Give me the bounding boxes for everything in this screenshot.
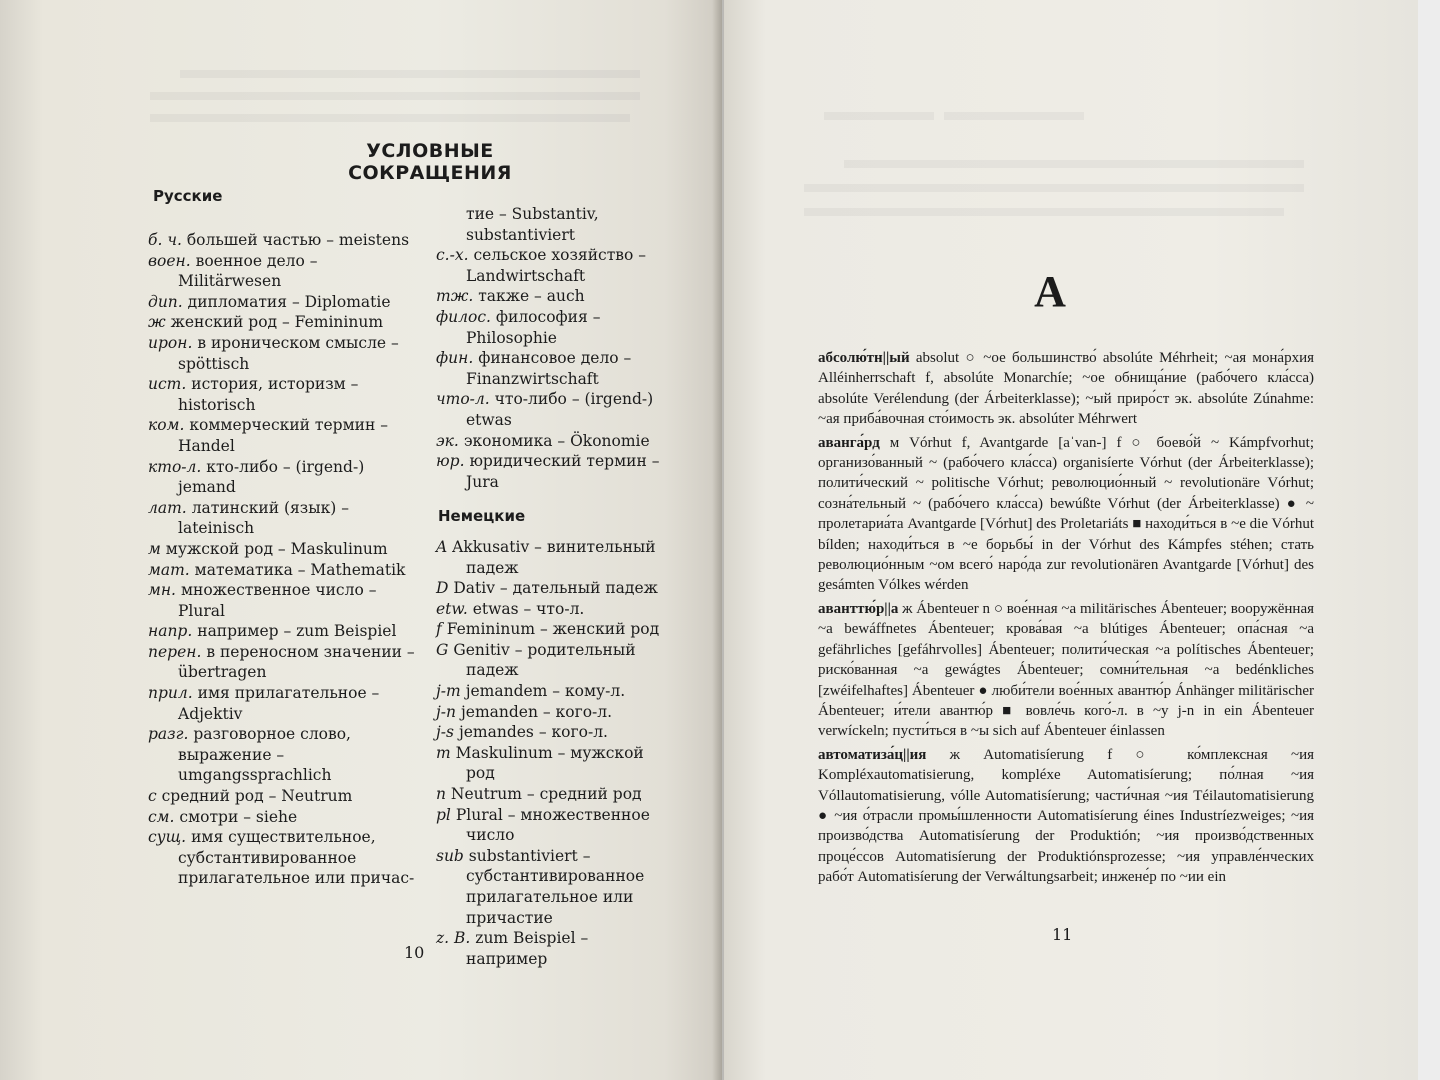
abbreviation-entry [148, 539, 416, 560]
abbreviation-meaning: Plural – множественное число [455, 805, 650, 845]
abbreviation-meaning: в ироническом смысле – spöttisch [178, 333, 399, 373]
abbreviation: etw. [436, 599, 468, 618]
abbreviation: ж [148, 313, 166, 332]
abbreviation: сущ. [148, 828, 187, 847]
headword: абсолю́тн||ый [818, 350, 910, 366]
abbreviation: sub [436, 846, 464, 865]
abbreviation-meaning: множественное число – Plural [178, 581, 377, 620]
abbreviation-meaning: например – zum Beispiel [197, 622, 397, 641]
abbreviation-entry [148, 560, 416, 581]
abbreviation: тж. [436, 287, 474, 306]
abbreviation-entry [436, 743, 672, 784]
abbreviation: pl [436, 805, 451, 824]
bleed-through [944, 112, 1084, 120]
abbreviation-meaning: jemandem – кому-л. [465, 682, 626, 701]
abbreviation-meaning: коммерческий термин – Handel [178, 416, 388, 455]
abbreviation: м [148, 539, 161, 558]
title-line-2: СОКРАЩЕНИЯ [348, 162, 512, 184]
abbreviation-entry [436, 928, 672, 969]
abbreviation-entry [436, 286, 672, 307]
abbreviation: с.-х. [436, 246, 469, 265]
abbreviation-meaning: юридический термин – Jura [466, 452, 660, 491]
abbreviation-entry [436, 537, 672, 578]
german-abbreviations [436, 537, 672, 969]
dictionary-entry [818, 745, 1314, 888]
abbreviation: A [436, 537, 448, 556]
bleed-through [150, 114, 630, 122]
abbreviation-meaning: Neutrum – средний род [450, 785, 642, 804]
abbreviation: воен. [148, 251, 191, 270]
abbreviation-meaning: кто-либо – (irgend-) jemand [178, 457, 365, 497]
abbreviation-meaning: Maskulinum – мужской род [455, 743, 644, 783]
abbreviation-meaning: математика – Mathematik [194, 560, 406, 579]
abbreviation: j-m [436, 682, 461, 701]
abbreviation: G [436, 640, 449, 659]
abbreviation-meaning: jemanden – кого-л. [460, 702, 613, 721]
abbreviation-meaning: средний род – Neutrum [161, 787, 353, 806]
abbreviation-entry [148, 251, 416, 292]
abbreviation-entry [148, 230, 416, 251]
abbreviation: мат. [148, 560, 190, 579]
abbreviation: напр. [148, 622, 193, 641]
abbreviation: D [436, 579, 449, 598]
abbreviation-meaning: мужской род – Maskulinum [165, 539, 388, 558]
headword: автоматиза́ц||ия [818, 746, 927, 763]
german-heading: Немецкие [438, 507, 526, 526]
dictionary-entries [818, 348, 1314, 891]
entry-body: ж Automatisíerung f ○ ко́мплексная ~ия Kompléxautomatisierung, kompléxe Automatisíerung; по́лная ~ия Vóllautomatisierung, vólle Automatisíerung; части́чная ~ия Téilautomatisierung ● ~ия о́трасли промы́шленности Automatisíerung éines Industríezweiges; ~ия произво́дства Automatisíerung der Produktión; ~ия произво́дственных проце́ссов Automatisíerung der Produktiónsprozesse; ~ия управле́нческих рабо́т Automatisíerung der Verwáltungsarbeit; инжене́р по ~ии ein [818, 746, 1314, 886]
bleed-through [824, 112, 934, 120]
abbreviation-entry [436, 640, 672, 681]
abbreviation: эк. [436, 431, 459, 450]
abbreviation-meaning: имя прилагательное – Adjektiv [178, 684, 380, 723]
abbreviation-entry [436, 578, 672, 599]
abbreviation-meaning: jemandes – кого-л. [458, 723, 608, 742]
abbreviation: n [436, 785, 446, 804]
title-line-1: УСЛОВНЫЕ [366, 140, 494, 162]
abbreviation: мн. [148, 581, 176, 600]
abbreviation-entry [436, 245, 672, 286]
bleed-through [804, 184, 1304, 192]
abbreviation-entry [436, 389, 672, 430]
abbreviation-meaning: имя существительное, субстантивированное прилагательное или причас- [178, 828, 415, 888]
abbreviation-meaning: substantiviert – субстантивированное прилагательное или причастие [466, 846, 645, 927]
abbreviation-entry [148, 642, 416, 683]
abbreviation-meaning: также – auch [478, 287, 585, 306]
abbreviation-entry [436, 619, 672, 640]
abbreviation: с [148, 787, 157, 806]
abbreviation-entry [148, 333, 416, 374]
section-letter: A [1034, 267, 1066, 316]
abbreviation: дип. [148, 292, 183, 311]
abbreviation: ист. [148, 375, 187, 394]
abbreviation: m [436, 743, 451, 762]
page-title [260, 140, 600, 184]
entry-body: absolut ○ ~ое большинство́ absolúte Méhrheit; ~ая мона́рхия Alléinherrschaft f, absolúte Monarchíe; ~ое обнища́ние (рабо́чего кла́сса) absolúte Verélendung (der Árbeiterklasse); ~ый приро́ст эк. absolúte Zúnahme: ~ая приба́вочная сто́имость эк. absolúter Méhrwert [818, 350, 1315, 428]
abbreviation-meaning: большей частью – meistens [186, 231, 410, 249]
abbreviation-meaning: сельское хозяйство – Landwirtschaft [466, 246, 647, 285]
abbreviation-meaning: военное дело – Militärwesen [178, 251, 318, 291]
abbreviation-entry [436, 451, 672, 492]
abbreviation-meaning: философия – Philosophie [466, 307, 601, 347]
abbreviation: филос. [436, 307, 491, 326]
abbreviation-meaning: в переносном значении – übertragen [178, 642, 415, 682]
abbreviation-meaning: что-либо – (irgend-) etwas [466, 390, 654, 429]
abbreviation: юр. [436, 452, 465, 471]
dictionary-entry [818, 599, 1314, 742]
abbreviation-entry [436, 722, 672, 743]
abbreviation-entry [148, 415, 416, 456]
abbreviation-meaning: Akkusativ – винительный падеж [452, 537, 656, 577]
abbreviation-entry [436, 599, 672, 620]
abbreviation-meaning: смотри – siehe [179, 807, 298, 826]
bleed-through [180, 70, 640, 78]
abbreviation-entry [148, 374, 416, 415]
abbreviation: ком. [148, 416, 185, 435]
abbreviation: что-л. [436, 390, 490, 409]
abbreviation-meaning: латинский (язык) – lateinisch [178, 498, 349, 538]
abbreviation-entry [148, 807, 416, 828]
bleed-through [844, 160, 1304, 168]
abbreviation-entry [436, 307, 672, 348]
abbreviation-meaning: дипломатия – Diplomatie [187, 292, 391, 311]
abbreviation: кто-л. [148, 457, 202, 476]
abbreviation-entry [148, 724, 416, 786]
abbreviation-meaning: zum Beispiel – например [466, 929, 589, 968]
abbreviation: перен. [148, 642, 202, 661]
headword: аванга́рд [818, 434, 880, 451]
abbreviation: см. [148, 807, 175, 826]
entry-body: м Vórhut f, Avantgarde [aˈvan-] f ○ боево́й ~ Kámpfvorhut; организо́ванный ~ (рабо́чего кла́сса) organisíerte Vórhut (der Árbeiterklasse); полити́ческий ~ politische Vórhut; революцио́нный ~ revolutionäre Vórhut; созна́тельный ~ (рабо́чего кла́сса) bewúßte Vórhut (der Árbeiterklasse) ● ~ пролетариа́та Avantgarde [Vórhut] des Proletariáts ■ находи́ться в ~е die Vórhut bílden; находи́ться в ~е борьбы́ in der Vórhut des Kámpfes stéhen; стать революцио́нным ~ом всего́ наро́да zur revolutionären Avantgarde [Vórhut] des gesámten Vólkes wérden [818, 434, 1315, 594]
bleed-through [150, 92, 640, 100]
abbreviation-meaning: экономика – Ökonomie [463, 431, 650, 450]
page-number-right: 11 [1052, 925, 1073, 944]
abbreviation-meaning: история, историзм – historisch [178, 375, 359, 414]
headword: аванттю́р||а [818, 600, 899, 617]
abbreviation: j-n [436, 702, 457, 721]
abbreviation: z. B. [436, 929, 471, 948]
abbreviation-entry [148, 580, 416, 621]
dictionary-entry [818, 348, 1314, 430]
russian-abbreviations-continued [436, 245, 672, 492]
abbreviation-entry [436, 431, 672, 452]
abbreviation-meaning: Genitiv – родительный падеж [453, 640, 636, 680]
abbreviation-entry [148, 683, 416, 724]
abbreviation-column-1 [148, 230, 416, 889]
abbreviation-entry [436, 846, 672, 928]
abbreviation-entry [148, 457, 416, 498]
abbreviation-entry [436, 681, 672, 702]
abbreviation: j-s [436, 723, 454, 742]
abbreviation-entry [148, 312, 416, 333]
abbreviation-meaning: etwas – что-л. [472, 599, 585, 618]
russian-heading: Русские [153, 187, 223, 205]
abbreviation: f [436, 620, 442, 639]
abbreviation-entry [436, 348, 672, 389]
abbreviation-entry [436, 784, 672, 805]
abbreviation: лат. [148, 498, 187, 517]
abbreviation-entry [148, 621, 416, 642]
abbreviation-entry [148, 498, 416, 539]
column-continuation: тие – Substantiv, substantiviert [466, 205, 599, 244]
abbreviation-entry [436, 702, 672, 723]
abbreviation-entry [148, 292, 416, 313]
abbreviation-column-2 [436, 204, 672, 969]
abbreviation-meaning: Dativ – дательный падеж [453, 579, 658, 598]
abbreviation-entry [436, 805, 672, 846]
page-number-left: 10 [404, 943, 425, 962]
abbreviation: б. ч. [148, 231, 182, 249]
dictionary-entry [818, 433, 1314, 596]
abbreviation-entry [148, 786, 416, 807]
abbreviation-entry [148, 827, 416, 889]
entry-body: ж Ábenteuer n ○ вое́нная ~а militärisches Ábenteuer; вооружённая ~а bewáffnetes Ábenteuer; крова́вая ~а blútiges Ábenteuer; опа́сная ~а gefährliches [gefáhrvolles] Ábenteuer; полити́ческая ~а polítisches Ábenteuer; риско́ванная ~а gewágtes Ábenteuer; сомни́тельная ~а bedénkliches [zwéifelhaftes] Ábenteuer ● люби́тели вое́нных авантю́р Ánhänger militärischer Ábenteuer; и́тели авантю́р ■ вовле́чь кого́-л. в ~у j-n in ein Ábenteuer verwíckeln; пусти́ться в ~ы sich auf Ábenteuer éinlassen [818, 600, 1314, 740]
abbreviation: фин. [436, 349, 474, 368]
abbreviation: ирон. [148, 333, 193, 352]
abbreviation-meaning: финансовое дело – Finanzwirtschaft [466, 349, 632, 388]
abbreviation: разг. [148, 725, 189, 744]
abbreviation-meaning: женский род – Femininum [170, 313, 384, 332]
bleed-through [804, 208, 1284, 216]
abbreviation-meaning: разговорное слово, выражение – umgangssprachlich [178, 725, 351, 785]
abbreviation: прил. [148, 684, 193, 703]
abbreviation-meaning: Femininum – женский род [446, 620, 660, 639]
